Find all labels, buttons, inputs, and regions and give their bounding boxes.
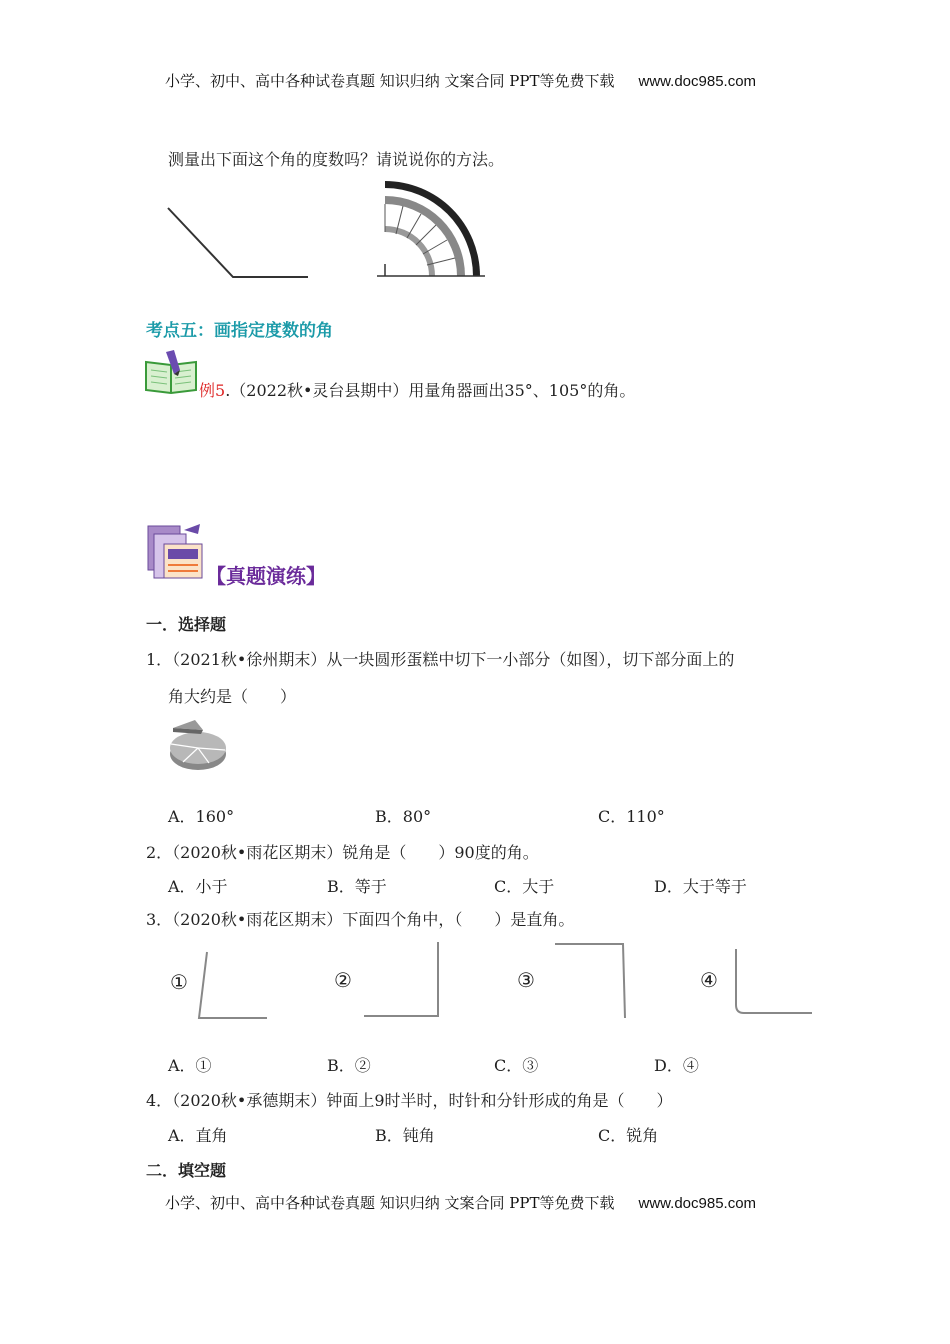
q2-option-b[interactable]: B．等于 xyxy=(327,877,387,896)
q2-option-c[interactable]: C．大于 xyxy=(494,877,555,896)
q4-option-a[interactable]: A．直角 xyxy=(168,1126,228,1145)
header-text: 小学、初中、高中各种试卷真题 知识归纳 文案合同 PPT等免费下载 xyxy=(165,72,615,90)
q2-text: 2．（2020秋•雨花区期末）锐角是（ ）90度的角。 xyxy=(146,843,539,862)
section5-title: 考点五：画指定度数的角 xyxy=(146,321,333,341)
q3-label-2: ② xyxy=(334,968,352,992)
q2-option-d[interactable]: D．大于等于 xyxy=(654,877,747,896)
practice-title: 【真题演练】 xyxy=(206,564,326,588)
protractor-icon xyxy=(375,178,490,280)
footer-url: www.doc985.com xyxy=(638,1195,757,1212)
q1-option-b[interactable]: B．80° xyxy=(375,807,432,826)
q3-option-b[interactable]: B．② xyxy=(327,1056,371,1075)
q4-option-b[interactable]: B．钝角 xyxy=(375,1126,435,1145)
example5 xyxy=(199,378,635,401)
book-pencil-icon xyxy=(144,348,199,394)
practice-document-icon xyxy=(144,520,206,582)
page-header xyxy=(165,70,756,91)
q4-option-c[interactable]: C．锐角 xyxy=(598,1126,659,1145)
q3-angle-4 xyxy=(732,945,814,1017)
part2-title: 二．填空题 xyxy=(146,1161,227,1180)
example5-text: .（2022秋•灵台县期中）用量角器画出35°、105°的角。 xyxy=(225,381,636,400)
q3-text: 3．（2020秋•雨花区期末）下面四个角中，（ ）是直角。 xyxy=(146,910,575,929)
header-url: www.doc985.com xyxy=(638,73,757,90)
angle-figure xyxy=(160,200,320,285)
q4-text: 4．（2020秋•承德期末）钟面上9时半时，时针和分针形成的角是（ ） xyxy=(146,1091,673,1110)
q1-option-a[interactable]: A．160° xyxy=(168,807,235,826)
q3-angle-3 xyxy=(553,940,631,1022)
footer-text: 小学、初中、高中各种试卷真题 知识归纳 文案合同 PPT等免费下载 xyxy=(165,1194,615,1212)
q1-option-c[interactable]: C．110° xyxy=(598,807,665,826)
q3-option-a[interactable]: A．① xyxy=(168,1056,212,1075)
q1-line2: 角大约是（ ） xyxy=(168,687,297,706)
q3-label-1: ① xyxy=(170,970,188,994)
part1-title: 一．选择题 xyxy=(146,615,227,634)
q3-label-4: ④ xyxy=(700,968,718,992)
q3-angle-2 xyxy=(360,940,442,1020)
cake-figure xyxy=(165,712,231,774)
page-footer xyxy=(165,1192,756,1213)
q3-angle-1 xyxy=(195,950,270,1022)
q1-line1: 1．（2021秋•徐州期末）从一块圆形蛋糕中切下一小部分（如图），切下部分面上的 xyxy=(146,650,735,669)
q3-option-d[interactable]: D．④ xyxy=(654,1056,699,1075)
q3-label-3: ③ xyxy=(517,968,535,992)
q3-option-c[interactable]: C．③ xyxy=(494,1056,539,1075)
example5-label: 例5 xyxy=(199,381,226,400)
intro-question: 测量出下面这个角的度数吗？请说说你的方法。 xyxy=(168,150,505,169)
q2-option-a[interactable]: A．小于 xyxy=(168,877,228,896)
